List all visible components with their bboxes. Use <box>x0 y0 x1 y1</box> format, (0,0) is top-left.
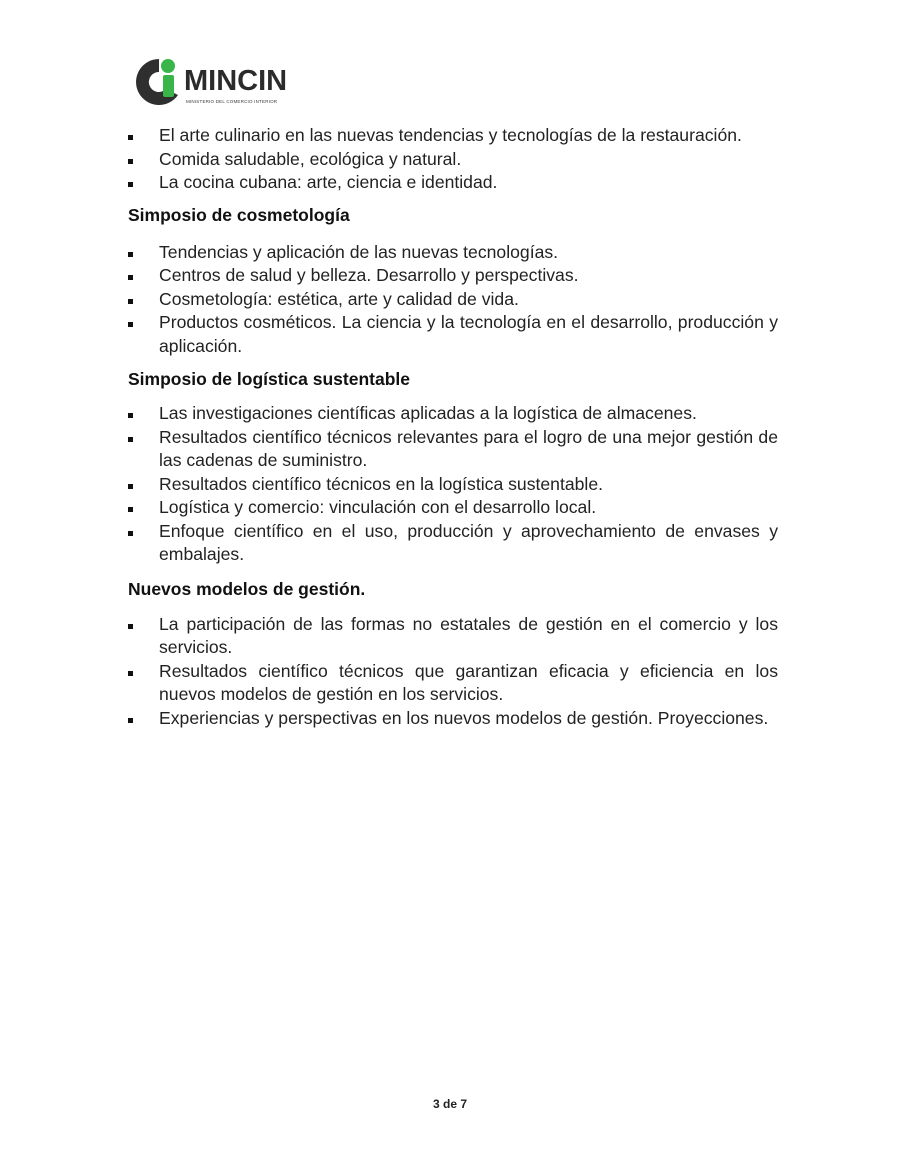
cosmetologia-list <box>128 241 778 359</box>
list-item: El arte culinario en las nuevas tendencias y tecnologías de la restauración. <box>128 124 778 148</box>
section-title-modelos-gestion: Nuevos modelos de gestión. <box>128 578 366 599</box>
list-item: Cosmetología: estética, arte y calidad de vida. <box>128 288 778 312</box>
logistica-list <box>128 402 778 567</box>
section-title-logistica: Simposio de logística sustentable <box>128 369 411 389</box>
intro-list <box>128 124 778 195</box>
list-item: Resultados científico técnicos que garantizan eficacia y eficiencia en los nuevos modelos de gestión en los servicios. <box>128 660 778 707</box>
page-number: 3 de 7 <box>432 1097 468 1111</box>
mincin-logo-icon <box>128 54 184 110</box>
list-item: Experiencias y perspectivas en los nuevos modelos de gestión. Proyecciones. <box>128 707 778 731</box>
list-item: Productos cosméticos. La ciencia y la tecnología en el desarrollo, producción y aplicación. <box>128 311 778 358</box>
list-item: Centros de salud y belleza. Desarrollo y perspectivas. <box>128 264 778 288</box>
document-body <box>128 124 778 730</box>
list-item: Enfoque científico en el uso, producción y aprovechamiento de envases y embalajes. <box>128 520 778 567</box>
logo-name: MINCIN <box>184 65 288 97</box>
list-item: Resultados científico técnicos en la logística sustentable. <box>128 473 778 497</box>
list-item: Logística y comercio: vinculación con el desarrollo local. <box>128 496 778 520</box>
list-item: La cocina cubana: arte, ciencia e identidad. <box>128 171 778 195</box>
list-item: Tendencias y aplicación de las nuevas tecnologías. <box>128 241 778 265</box>
list-item: Comida saludable, ecológica y natural. <box>128 148 778 172</box>
list-item: Resultados científico técnicos relevantes para el logro de una mejor gestión de las cadenas de suministro. <box>128 426 778 473</box>
section-title-cosmetologia: Simposio de cosmetología <box>128 204 350 225</box>
logo-subtitle: MINISTERIO DEL COMERCIO INTERIOR <box>186 99 278 104</box>
list-item: Las investigaciones científicas aplicadas a la logística de almacenes. <box>128 402 778 426</box>
list-item: La participación de las formas no estatales de gestión en el comercio y los servicios. <box>128 613 778 660</box>
modelos-gestion-list <box>128 613 778 731</box>
mincin-logo <box>128 52 288 112</box>
